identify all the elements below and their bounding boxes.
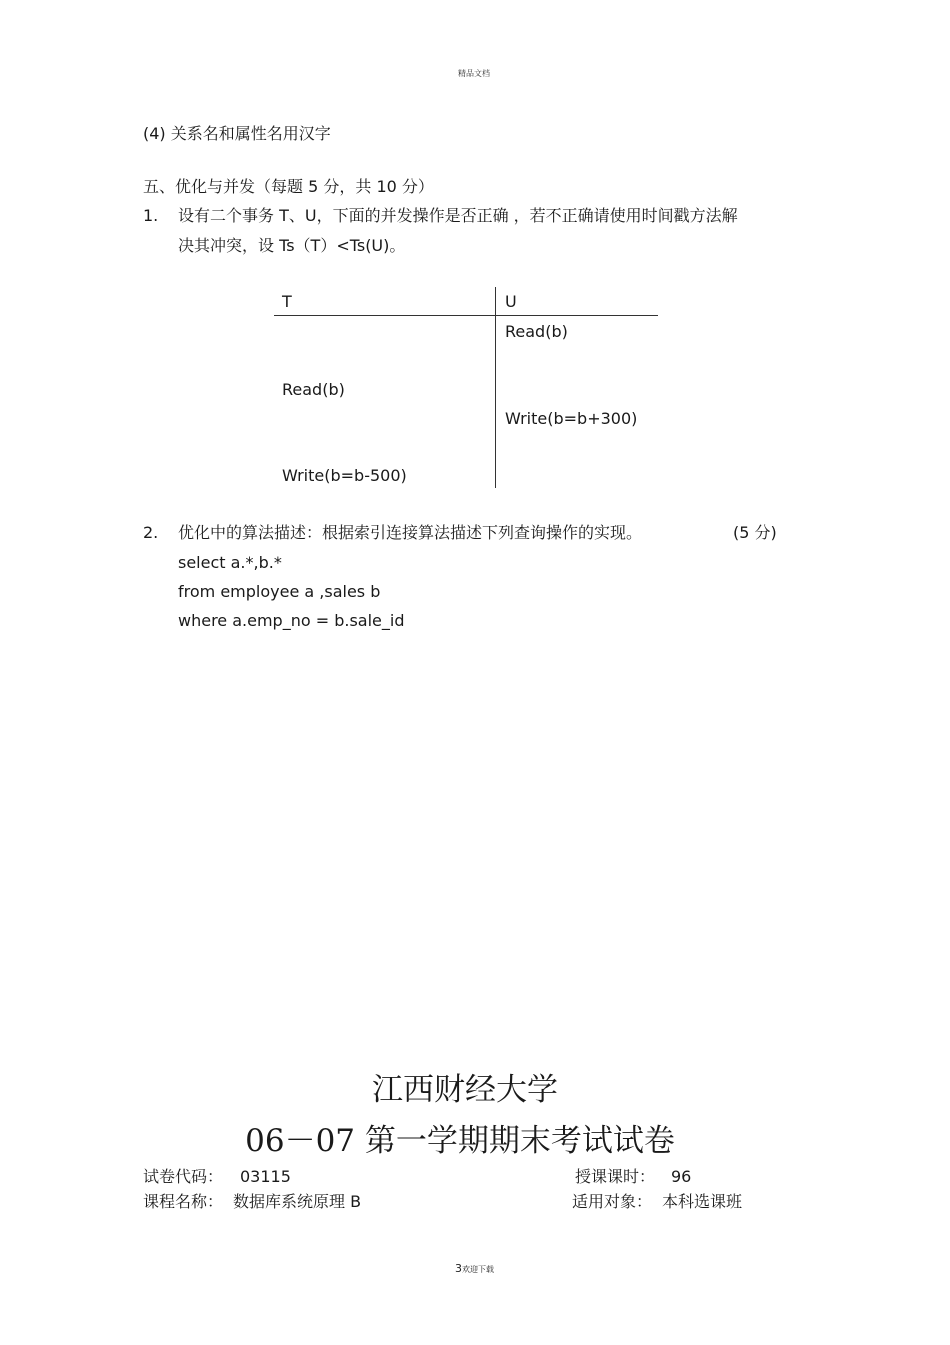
schedule-column-divider <box>495 287 496 488</box>
section-5-title: 五、优化与并发（每题 5 分，共 10 分） <box>143 177 434 196</box>
schedule-col-u: U <box>505 292 517 311</box>
target-label: 适用对象： <box>572 1192 653 1211</box>
schedule-t-read: Read(b) <box>282 380 345 399</box>
exam-hours-label: 授课课时： <box>575 1167 656 1186</box>
q1-line1: 设有二个事务 T、U，下面的并发操作是否正确 ，若不正确请使用时间戳方法解 <box>178 206 738 225</box>
schedule-header-rule <box>274 315 658 316</box>
exam-hours-value: 96 <box>671 1167 692 1186</box>
schedule-u-read: Read(b) <box>505 322 568 341</box>
course-name-value: 数据库系统原理 B <box>233 1192 362 1211</box>
q2-sql-line-1: select a.*,b.* <box>178 553 282 572</box>
schedule-col-t: T <box>282 292 292 311</box>
q1-number: 1. <box>143 206 159 225</box>
target-value: 本科选课班 <box>662 1192 743 1211</box>
q2-number: 2. <box>143 523 159 542</box>
exam-code-value: 03115 <box>240 1167 291 1186</box>
course-name-label: 课程名称： <box>143 1192 224 1211</box>
page-header: 精品文档 <box>458 69 490 78</box>
q2-text: 优化中的算法描述：根据索引连接算法描述下列查询操作的实现。 <box>178 523 643 542</box>
q2-score: (5 分) <box>733 523 777 542</box>
item-4: (4) 关系名和属性名用汉字 <box>143 124 331 143</box>
page-number: 3 <box>455 1262 462 1275</box>
footer-text: 欢迎下载 <box>462 1265 494 1274</box>
schedule-t-write: Write(b=b-500) <box>282 466 407 485</box>
q1-line2: 决其冲突，设 Ts（T）<Ts(U)。 <box>178 236 406 255</box>
exam-code-label: 试卷代码： <box>143 1167 224 1186</box>
university-name: 江西财经大学 <box>372 1072 558 1108</box>
q2-sql-line-3: where a.emp_no = b.sale_id <box>178 611 405 630</box>
q2-sql-line-2: from employee a ,sales b <box>178 582 381 601</box>
page-footer <box>455 1262 494 1275</box>
exam-title: 06－07 第一学期期末考试试卷 <box>245 1123 675 1159</box>
schedule-u-write: Write(b=b+300) <box>505 409 638 428</box>
